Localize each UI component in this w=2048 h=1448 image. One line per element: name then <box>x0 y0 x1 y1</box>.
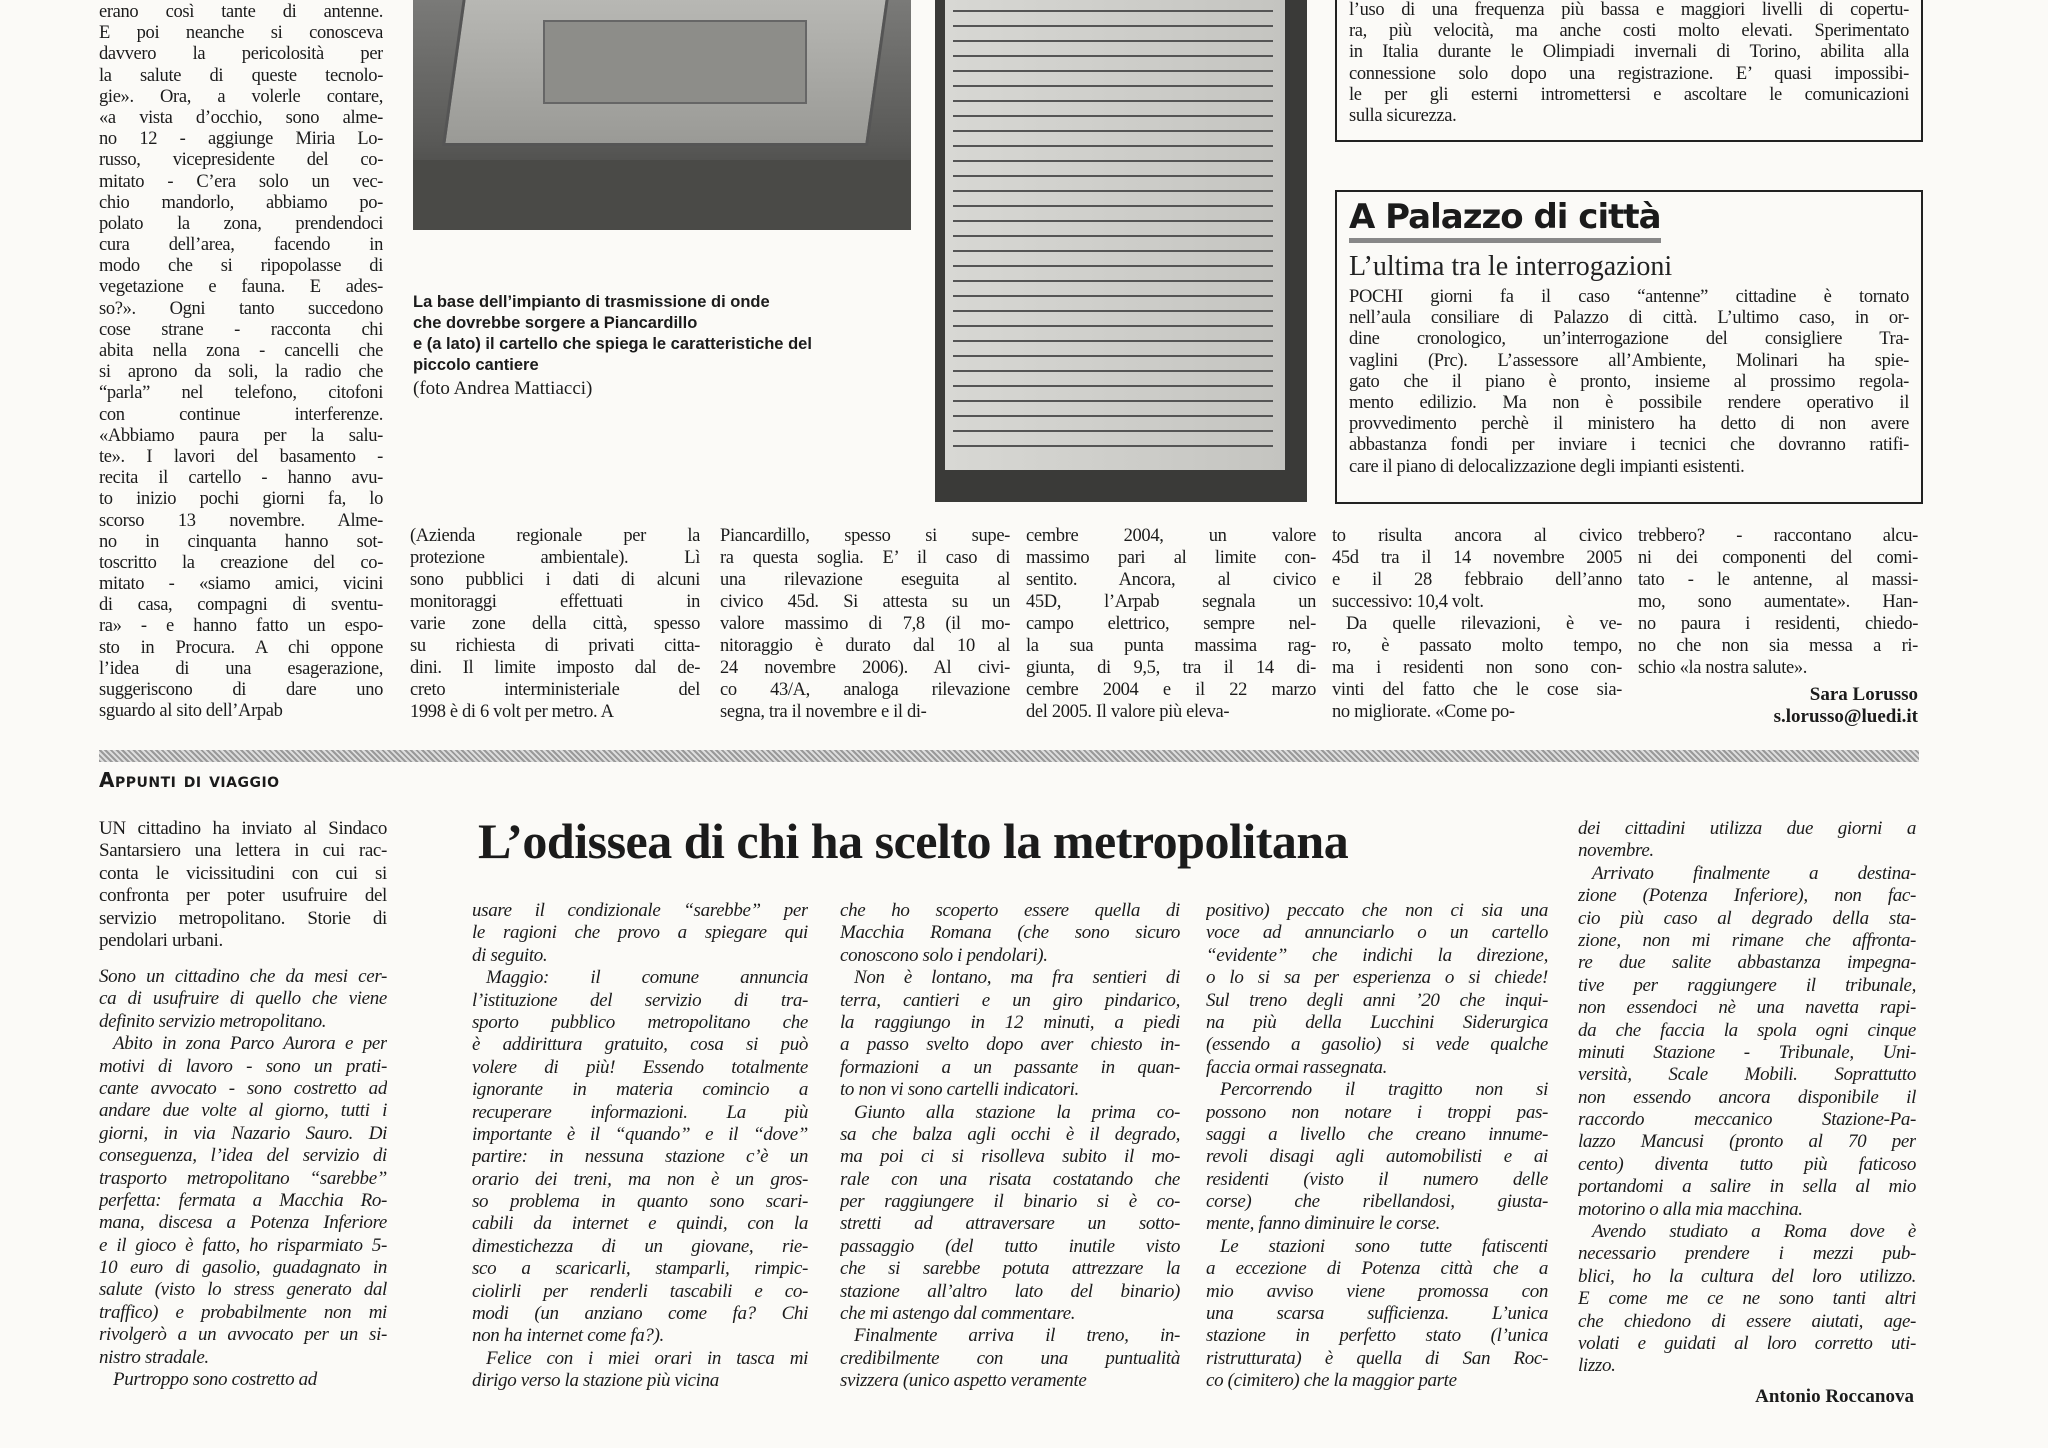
text-line: no in cinquanta hanno sot- <box>99 531 383 552</box>
text-line: ni dei componenti del comi- <box>1638 548 1918 568</box>
text-line: gie». Ora, a volerle contare, <box>99 86 383 107</box>
sign-row <box>953 355 1273 357</box>
text-line: sto in Procura. A chi oppone <box>99 637 383 658</box>
text-line: credibilmente con una puntualità <box>840 1347 1180 1369</box>
text-line: nitoraggio è durato dal 10 al <box>720 636 1010 656</box>
text-line: formazioni a un passante in quan- <box>840 1056 1180 1078</box>
article-column <box>410 525 700 723</box>
text-line: Finalmente arriva il treno, in- <box>854 1325 1180 1347</box>
sign-row <box>953 145 1273 147</box>
text-line: UN cittadino ha inviato al Sindaco <box>99 818 387 839</box>
text-line: una rilevazione eseguita al <box>720 570 1010 590</box>
text-line: portandomi a salire in sella al mio <box>1578 1176 1916 1198</box>
text-line: abita nella zona - cancelli che <box>99 341 383 361</box>
text-line: 10 euro di gasolio, guadagnato in <box>99 1257 387 1279</box>
text-line: usare il condizionale “sarebbe” per <box>472 900 808 921</box>
text-line: “evidente” che indichi la direzione, <box>1206 944 1548 966</box>
text-line: revoli disagi agli automobilisti e ai <box>1206 1146 1548 1168</box>
text-line: e il gioco è fatto, ho risparmiato 5- <box>99 1234 387 1256</box>
text-line: zione (Potenza Inferiore), non fac- <box>1578 885 1916 907</box>
text-line: importante è il “quando” e il “dove” <box>472 1123 808 1145</box>
text-line: 45D, l’Arpab segnala un <box>1026 592 1316 612</box>
text-line: te». I lavori del basamento - <box>99 446 383 467</box>
sign-row <box>953 10 1273 12</box>
text-line: no 12 - aggiunge Miria Lo- <box>99 129 383 150</box>
text-line: conta le vicissitudini con cui si <box>99 862 387 884</box>
text-line: Felice con i miei orari in tasca mi <box>486 1347 808 1369</box>
caption-line: e (a lato) il cartello che spiega le caratteristiche del <box>413 335 812 353</box>
text-line: segna, tra il novembre e il di- <box>720 702 927 722</box>
text-line: (Azienda regionale per la <box>410 526 700 546</box>
text-line: Arrivato finalmente a destina- <box>1592 862 1916 884</box>
sign-row <box>953 130 1273 132</box>
text-line: nistro stradale. <box>99 1346 209 1368</box>
sign-row <box>953 40 1273 42</box>
text-line: mana, discesa a Potenza Inferiore <box>99 1212 387 1234</box>
text-line: no migliorate. «Come po- <box>1332 702 1515 722</box>
text-line: passaggio (del tutto inutile visto <box>840 1235 1180 1257</box>
text-line: modi (un anziano come fa? Chi <box>472 1303 808 1325</box>
text-line: erano così tante di antenne. <box>99 2 383 22</box>
sign-row <box>953 370 1273 372</box>
text-line: orario dei treni, ma non è un gros- <box>472 1168 808 1190</box>
letter-column <box>840 900 1180 1393</box>
text-line: stretti ad attraversare un sotto- <box>840 1213 1180 1235</box>
text-line: lizzo. <box>1578 1355 1616 1377</box>
text-line: servizio metropolitano. Storie di <box>99 907 387 929</box>
text-line: dine cronologico, un’interrogazione del consigliere Tra- <box>1349 329 1909 350</box>
text-line: traffico) e probabilmente non mi <box>99 1301 387 1323</box>
sign-row <box>953 430 1273 432</box>
text-line: le per gli esterni intromettersi e ascoltare le comunicazioni <box>1349 84 1909 105</box>
sign-row <box>953 25 1273 27</box>
sign-row <box>953 295 1273 297</box>
text-line: da che faccia la spola ogni cinque <box>1578 1019 1916 1041</box>
article-column <box>1332 525 1622 723</box>
text-line: (essendo a gasolio) si vede qualche <box>1206 1034 1548 1056</box>
text-line: partire: in nessuna stazione c’è un <box>472 1146 808 1168</box>
text-line: schio «la nostra salute». <box>1638 658 1808 678</box>
text-line: svizzera (unico aspetto veramente <box>840 1370 1087 1392</box>
text-line: Sono un cittadino che da mesi cer- <box>99 966 387 987</box>
text-line: residenti (visto il numero delle <box>1206 1168 1548 1190</box>
text-line: vinti del fatto che le cose sia- <box>1332 680 1622 700</box>
sign-row <box>953 250 1273 252</box>
text-line: cante avvocato - sono costretto ad <box>99 1077 387 1099</box>
text-line: sulla sicurezza. <box>1349 105 1457 126</box>
text-line: motorino o alla mia macchina. <box>1578 1198 1803 1220</box>
base-inner-shape <box>543 20 807 104</box>
sign-row <box>953 55 1273 57</box>
text-line: provvedimento perchè il ministero ha detto di non avere <box>1349 414 1909 435</box>
text-line: ma i residenti non sono con- <box>1332 658 1622 678</box>
text-line: sa che balza agli occhi è il degrado, <box>840 1123 1180 1145</box>
caption-line: che dovrebbe sorgere a Piancardillo <box>413 314 698 332</box>
text-line: che mi astengo dal commentare. <box>840 1303 1076 1325</box>
text-line: che si sarebbe potuta attrezzare la <box>840 1258 1180 1280</box>
article-column <box>1026 525 1316 723</box>
author-byline: Sara Lorusso <box>1809 684 1918 705</box>
sign-row <box>953 235 1273 237</box>
sign-row <box>953 190 1273 192</box>
text-line: Percorrendo il tragitto non si <box>1220 1079 1548 1101</box>
sign-row <box>953 100 1273 102</box>
text-line: volere di più! Essendo totalmente <box>472 1056 808 1078</box>
text-line: E come me ce ne sono tanti altri <box>1578 1288 1916 1310</box>
text-line: ra questa soglia. E’ il caso di <box>720 548 1010 568</box>
text-line: na più della Lucchini Siderurgica <box>1206 1011 1548 1033</box>
text-line: valore massimo di 7,8 (il mo- <box>720 614 1010 634</box>
text-line: che ho scoperto essere quella di <box>840 900 1180 921</box>
text-line: creto interministeriale del <box>410 680 700 700</box>
text-line: di casa, compagni di sventu- <box>99 595 383 616</box>
text-line: conoscono solo i pendolari). <box>840 944 1048 966</box>
text-line: faccia ormai rassegnata. <box>1206 1056 1388 1078</box>
text-line: care il piano di delocalizzazione degli impianti esistenti. <box>1349 456 1745 477</box>
text-line: “parla” nel telefono, citofoni <box>99 383 383 404</box>
text-line: sporto pubblico metropolitano che <box>472 1011 808 1033</box>
text-line: stazione in perfetto stato (l’unica <box>1206 1325 1548 1347</box>
text-line: toscritto la creazione del co- <box>99 552 383 573</box>
text-line: Avendo studiato a Roma dove è <box>1592 1221 1916 1243</box>
text-line: no che non sia messa a ri- <box>1638 636 1918 656</box>
article-column <box>720 525 1010 723</box>
headline: L’odissea di chi ha scelto la metropolitana <box>478 813 1349 869</box>
text-line: su richiesta di privati citta- <box>410 636 700 656</box>
text-line: cento) diventa tutto più faticoso <box>1578 1153 1916 1175</box>
text-line: l’uso di una frequenza più bassa e maggiori livelli di copertu- <box>1349 0 1909 20</box>
text-line: successivo: 10,4 volt. <box>1332 592 1484 612</box>
text-line: Maggio: il comune annuncia <box>486 967 808 989</box>
sign-row <box>953 400 1273 402</box>
text-line: del 2005. Il valore più eleva- <box>1026 702 1230 722</box>
text-line: 24 novembre 2006). Al civi- <box>720 658 1010 678</box>
photo-antenna-base <box>413 0 911 230</box>
text-line: Piancardillo, spesso si supe- <box>720 526 1010 546</box>
sign-row <box>953 415 1273 417</box>
text-line: dimestichezza di un giovane, rie- <box>472 1235 808 1257</box>
sign-row <box>953 205 1273 207</box>
text-line: mitato - C’era solo un vec- <box>99 171 383 192</box>
text-line: Giunto alla stazione la prima co- <box>854 1101 1180 1123</box>
text-line: mento edilizio. Ma non è possibile rendere operativo il <box>1349 392 1909 413</box>
sign-row <box>953 280 1273 282</box>
text-line: to risulta ancora al civico <box>1332 526 1622 546</box>
text-line: versità, Scale Mobili. Soprattutto <box>1578 1064 1916 1086</box>
article-column-left <box>99 2 383 722</box>
text-line: positivo) peccato che non ci sia una <box>1206 900 1548 921</box>
text-line: che chiedono di essere aiutati, age- <box>1578 1310 1916 1332</box>
text-line: Sul treno degli anni ’20 che inqui- <box>1206 989 1548 1011</box>
text-line: necessario prendere i mezzi pub- <box>1578 1243 1916 1265</box>
text-line: to non vi sono cartelli indicatori. <box>840 1079 1079 1101</box>
sign-row <box>953 160 1273 162</box>
text-line: sono pubblici i dati di alcuni <box>410 570 700 590</box>
text-line: suggeriscono di dare uno <box>99 680 383 700</box>
palazzo-box-subtitle: L’ultima tra le interrogazioni <box>1349 251 1673 282</box>
text-line: saggi a livello che creano innume- <box>1206 1123 1548 1145</box>
text-line: Non è lontano, ma fra sentieri di <box>854 967 1180 989</box>
palazzo-box <box>1335 190 1923 504</box>
text-line: mio avviso viene promossa con <box>1206 1280 1548 1302</box>
letter-column <box>472 900 808 1393</box>
text-line: o lo si sa per esperienza o si chiede! <box>1206 967 1548 989</box>
text-line: terra, cantieri e un giro pindarico, <box>840 989 1180 1011</box>
text-line: davvero la pericolosità per <box>99 44 383 65</box>
text-line: vaglini (Prc). L’assessore all’Ambiente, Molinari ha spie- <box>1349 350 1909 371</box>
info-box-text <box>1349 0 1909 127</box>
sign-row <box>953 220 1273 222</box>
text-line: voce ad annunciarlo o un cartello <box>1206 922 1548 944</box>
photo-credit: (foto Andrea Mattiacci) <box>413 378 593 399</box>
text-line: blici, ho la cultura del loro utilizzo. <box>1578 1265 1916 1287</box>
sign-row <box>953 325 1273 327</box>
text-line: recita il cartello - hanno avu- <box>99 468 383 489</box>
text-line: possono non notare i troppi pas- <box>1206 1101 1548 1123</box>
text-line: corse) che ribellandosi, giusta- <box>1206 1191 1548 1213</box>
text-line: ristrutturata) è quella di San Roc- <box>1206 1347 1548 1369</box>
sign-row <box>953 175 1273 177</box>
sign-row <box>953 445 1273 447</box>
text-line: di seguito. <box>472 944 548 966</box>
text-line: l’idea di una esagerazione, <box>99 658 383 679</box>
text-line: sco a scaricarli, stamparli, rimpic- <box>472 1258 808 1280</box>
text-line: massimo pari al limite con- <box>1026 548 1316 568</box>
text-line: «a vista d’occhio, sono alme- <box>99 107 383 128</box>
text-line: con continue interferenze. <box>99 404 383 425</box>
letter-column <box>1578 818 1916 1378</box>
text-line: dini. Il limite imposto dal de- <box>410 658 700 678</box>
text-line: volati e guidati al loro corretto uti- <box>1578 1332 1916 1354</box>
letter-column <box>99 966 387 1391</box>
section-divider <box>99 750 1919 762</box>
text-line: in Italia durante le Olimpiadi invernali di Torino, abilita alla <box>1349 42 1909 63</box>
text-line: Santarsiero una lettera in cui rac- <box>99 840 387 862</box>
text-line: l’istituzione del servizio di tra- <box>472 989 808 1011</box>
text-line: so?». Ogni tanto succedono <box>99 298 383 319</box>
text-line: a eccezione di Potenza città che a <box>1206 1258 1548 1280</box>
text-line: definito servizio metropolitano. <box>99 1010 327 1032</box>
text-line: rivolgerò a un avvocato per un si- <box>99 1324 387 1346</box>
photo-caption <box>413 292 913 399</box>
author-email: s.lorusso@luedi.it <box>1773 706 1918 727</box>
text-line: conseguenza, l’idea del servizio di <box>99 1145 387 1167</box>
text-line: a passo svelto dopo aver chiesto in- <box>840 1034 1180 1056</box>
text-line: 45d tra il 14 novembre 2005 <box>1332 548 1622 568</box>
text-line: la raggiungo in 12 minuti, a piedi <box>840 1011 1180 1033</box>
text-line: non ha internet come fa?). <box>472 1325 664 1347</box>
caption-line: La base dell’impianto di trasmissione di onde <box>413 293 770 311</box>
letter-author: Antonio Roccanova <box>1755 1386 1914 1407</box>
text-line: Le stazioni sono tutte fatiscenti <box>1220 1235 1548 1257</box>
sign-row <box>953 265 1273 267</box>
palazzo-box-text <box>1349 287 1909 478</box>
text-line: ra, più velocità, ma anche costi molto elevati. Sperimentato <box>1349 21 1909 42</box>
text-line: novembre. <box>1578 840 1654 862</box>
text-line: cura dell’area, facendo in <box>99 235 383 256</box>
text-line: protezione ambientale). Lì <box>410 548 700 568</box>
text-line: scorso 13 novembre. Alme- <box>99 510 383 531</box>
text-line: trasporto metropolitano “sarebbe” <box>99 1167 387 1189</box>
text-line: cembre 2004, un valore <box>1026 526 1316 546</box>
text-line: dirigo verso la stazione più vicina <box>472 1370 719 1392</box>
text-line: Abito in zona Parco Aurora e per <box>113 1033 387 1055</box>
text-line: ignorante in materia comincio a <box>472 1079 808 1101</box>
text-line: campo elettrico, sempre nel- <box>1026 614 1316 634</box>
text-line: una scarsa sufficienza. L’unica <box>1206 1303 1548 1325</box>
text-line: ro, è passato molto tempo, <box>1332 636 1622 656</box>
text-line: e il 28 febbraio dell’anno <box>1332 570 1622 590</box>
text-line: mitato - «siamo amici, vicini <box>99 574 383 595</box>
text-line: nell’aula consiliare di Palazzo di città. L’ultimo caso, in or- <box>1349 308 1909 329</box>
text-line: ca di usufruire di quello che viene <box>99 988 387 1010</box>
sign-row <box>953 115 1273 117</box>
text-line: vegetazione e fauna. E ades- <box>99 277 383 298</box>
text-line: gato che il piano è pronto, insieme al prossimo regola- <box>1349 371 1909 392</box>
section-kicker: Appunti di viaggio <box>99 768 280 792</box>
text-line: lazzo Mancusi (pronto al 70 per <box>1578 1131 1916 1153</box>
palazzo-box-title: A Palazzo di città <box>1349 196 1661 243</box>
photo-construction-sign <box>935 0 1307 502</box>
text-line: «Abbiamo paura per la salu- <box>99 425 383 446</box>
text-line: non essendo ancora disponibile il <box>1578 1086 1916 1108</box>
sign-row <box>953 340 1273 342</box>
text-line: giorni, in via Nazario Sauro. Di <box>99 1122 387 1144</box>
text-line: cabili da internet e quindi, con la <box>472 1213 808 1235</box>
text-line: tato - le antenne, al massi- <box>1638 570 1918 590</box>
text-line: salute (visto lo stress generato dal <box>99 1279 387 1301</box>
text-line: Da quelle rilevazioni, è ve- <box>1346 614 1622 634</box>
info-box-top <box>1335 0 1923 142</box>
text-line: monitoraggi effettuati in <box>410 592 700 612</box>
text-line: connessione solo dopo una registrazione. E’ quasi impossibi- <box>1349 63 1909 84</box>
ground-shape <box>413 160 911 230</box>
text-line: sentito. Ancora, al civico <box>1026 570 1316 590</box>
text-line: minuti Stazione - Tribunale, Uni- <box>1578 1041 1916 1063</box>
text-line: non essendoci nè una navetta rapi- <box>1578 997 1916 1019</box>
text-line: tive per raggiungere il tribunale, <box>1578 974 1916 996</box>
text-line: mo, sono aumentate». Han- <box>1638 592 1918 612</box>
text-line: motivi di lavoro - sono un prati- <box>99 1055 387 1077</box>
text-line: civico 45d. Si attesta su un <box>720 592 1010 612</box>
text-line: trebbero? - raccontano alcu- <box>1638 526 1918 546</box>
text-line: ciolirli per renderli tascabili e co- <box>472 1280 808 1302</box>
sign-row <box>953 385 1273 387</box>
text-line: co 43/A, analoga rilevazione <box>720 680 1010 700</box>
text-line: è addirittura gratuito, cosa si può <box>472 1034 808 1056</box>
text-line: la salute di queste tecnolo- <box>99 65 383 86</box>
text-line: per raggiungere il binario si è co- <box>840 1191 1180 1213</box>
text-line: cose strane - racconta chi <box>99 319 383 340</box>
text-line: 1998 è di 6 volt per metro. A <box>410 702 614 722</box>
text-line: cio più caso al degrado della sta- <box>1578 907 1916 929</box>
text-line: dei cittadini utilizza due giorni a <box>1578 818 1916 839</box>
text-line: E poi neanche si conosceva <box>99 23 383 44</box>
text-line: Purtroppo sono costretto ad <box>113 1369 317 1391</box>
text-line: sguardo al sito dell’Arpab <box>99 701 283 722</box>
text-line: so problema in quanto sono scari- <box>472 1191 808 1213</box>
text-line: POCHI giorni fa il caso “antenne” cittadine è tornato <box>1349 287 1909 307</box>
text-line: si aprono da soli, la radio che <box>99 362 383 383</box>
sign-row <box>953 85 1273 87</box>
text-line: cembre 2004 e il 22 marzo <box>1026 680 1316 700</box>
text-line: abbastanza fondi per inviare i tecnici che dovranno ratifi- <box>1349 435 1909 456</box>
text-line: chio mandorlo, abbiamo po- <box>99 192 383 213</box>
text-line: to inizio pochi giorni fa, lo <box>99 489 383 510</box>
letter-column <box>1206 900 1548 1393</box>
text-line: raccordo meccanico Stazione-Pa- <box>1578 1109 1916 1131</box>
text-line: no paura i residenti, chiedo- <box>1638 614 1918 634</box>
text-line: co (cimitero) che la maggior parte <box>1206 1370 1457 1392</box>
article-intro <box>99 818 387 952</box>
text-line: ra» - e hanno fatto un espo- <box>99 616 383 637</box>
sign-row <box>953 70 1273 72</box>
text-line: recuperare informazioni. La più <box>472 1101 808 1123</box>
sign-row <box>953 310 1273 312</box>
text-line: perfetta: fermata a Macchia Ro- <box>99 1189 387 1211</box>
text-line: giunta, di 9,5, tra il 14 di- <box>1026 658 1316 678</box>
text-line: russo, vicepresidente del co- <box>99 150 383 171</box>
text-line: zione, non mi rimane che affronta- <box>1578 929 1916 951</box>
text-line: pendolari urbani. <box>99 929 223 951</box>
text-line: confronta per poter usufruire del <box>99 885 387 907</box>
text-line: polato la zona, prendendoci <box>99 213 383 234</box>
text-line: le ragioni che provo a spiegare qui <box>472 922 808 944</box>
text-line: andare due volte al giorno, tutti i <box>99 1100 387 1122</box>
text-line: la sua punta massima rag- <box>1026 636 1316 656</box>
text-line: modo che si ripopolasse di <box>99 256 383 277</box>
text-line: mente, fanno diminuire le corse. <box>1206 1213 1440 1235</box>
text-line: rale con una risata costatando che <box>840 1168 1180 1190</box>
text-line: varie zone della città, spesso <box>410 614 700 634</box>
text-line: Macchia Romana (che sono sicuro <box>840 922 1180 944</box>
text-line: ma poi ci si risolleva subito il mo- <box>840 1146 1180 1168</box>
article-column <box>1638 525 1918 679</box>
caption-line: piccolo cantiere <box>413 356 539 374</box>
text-line: re due salite abbastanza impegna- <box>1578 952 1916 974</box>
sign-board <box>945 0 1285 470</box>
text-line: stazione all’altro lato del binario) <box>840 1280 1180 1302</box>
